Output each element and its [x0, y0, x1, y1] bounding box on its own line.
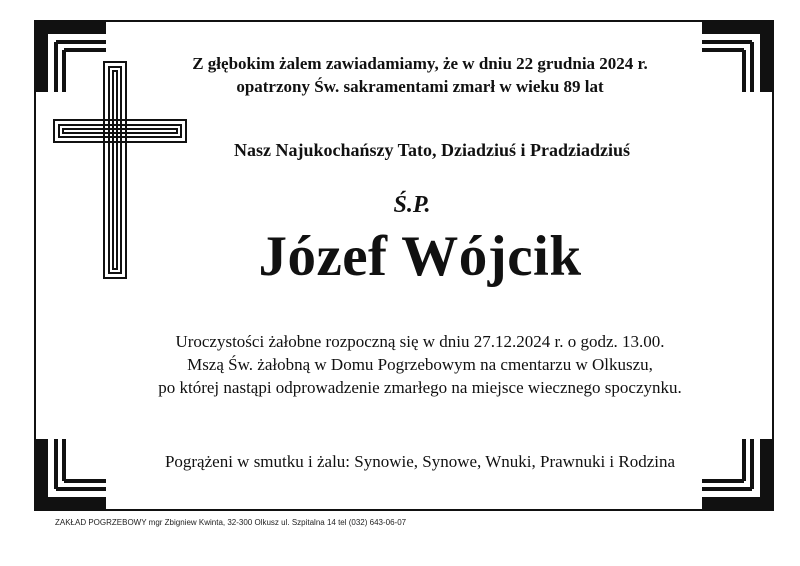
ceremony-line: Uroczystości żałobne rozpoczną się w dniu 27.12.2024 r. o godz. 13.00. [175, 332, 665, 351]
family-address-line: Nasz Najukochańszy Tato, Dziadziuś i Pradziadziuś [233, 140, 631, 160]
intro-line: opatrzony Św. sakramentami zmarł w wieku 89 lat [236, 77, 604, 96]
ceremony-line: po której nastąpi odprowadzenie zmarłego na miejsce wiecznego spoczynku. [158, 378, 682, 397]
deceased-name: Józef Wójcik [258, 225, 582, 288]
corner-ornament-bottom-left-icon [34, 439, 106, 511]
corner-ornament-bottom-right-icon [702, 439, 774, 511]
honorific: Ś.P. [393, 192, 431, 218]
intro-line: Z głębokim żalem zawiadamiamy, że w dniu 22 grudnia 2024 r. [192, 54, 648, 73]
mourners-line: Pogrążeni w smutku i żalu: Synowie, Synowe, Wnuki, Prawnuki i Rodzina [164, 452, 676, 471]
ceremony-line: Mszą Św. żałobną w Domu Pogrzebowym na cmentarzu w Olkuszu, [187, 355, 653, 374]
death-announcement-intro [60, 52, 780, 98]
funeral-ceremony-details [20, 330, 800, 399]
funeral-home-footer: ZAKŁAD POGRZEBOWY mgr Zbigniew Kwinta, 32-300 Olkusz ul. Szpitalna 14 tel (032) 643-06-07 [55, 518, 407, 527]
